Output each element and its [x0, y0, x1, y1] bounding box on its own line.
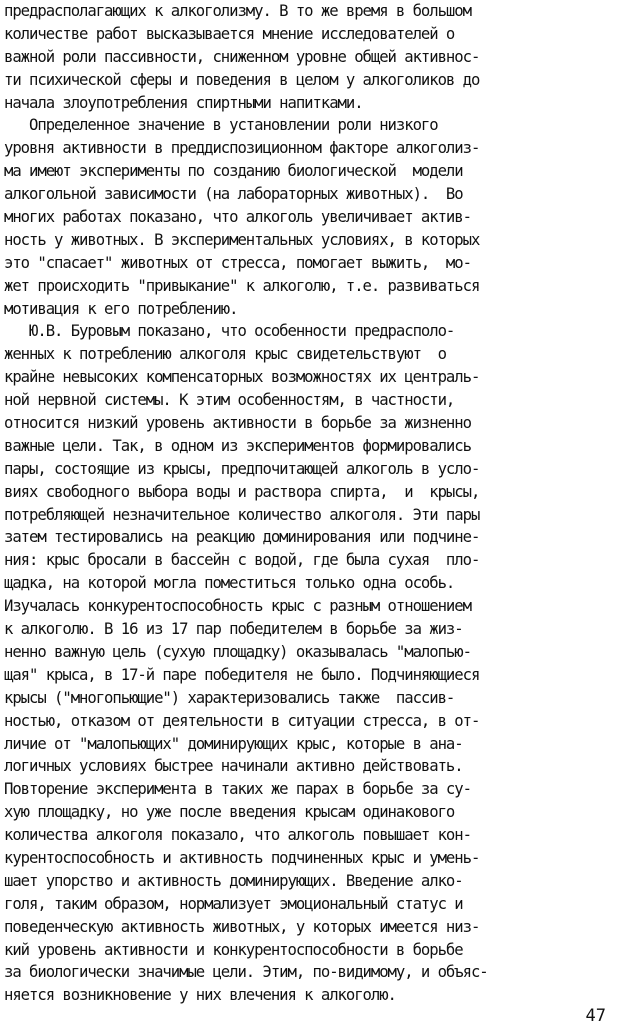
text-line: голя, таким образом, нормализует эмоциональный статус и [4, 894, 463, 913]
text-line: затем тестировались на реакцию доминирования или подчине- [4, 528, 480, 547]
text-line: ность у животных. В экспериментальных условиях, в которых [4, 230, 480, 249]
text-line: щая" крыса, в 17-й паре победителя не было. Подчиняющиеся [4, 665, 480, 684]
text-line: курентоспособность и активность подчиненных крыс и умень- [4, 848, 480, 867]
text-line: Повторение эксперимента в таких же парах в борьбе за су- [4, 780, 471, 799]
text-line: важной роли пассивности, сниженном уровне общей активнос- [4, 47, 480, 66]
text-line: относится низкий уровень активности в борьбе за жизненно [4, 414, 471, 433]
text-line: за биологически значимые цели. Этим, по-видимому, и объяс- [4, 963, 488, 982]
text-line: это "спасает" животных от стресса, помогает выжить, мо- [4, 253, 471, 272]
text-line: ненно важную цель (сухую площадку) оказывалась "малопью- [4, 642, 471, 661]
page-number: 47 [585, 1006, 606, 1026]
text-line: потребляющей незначительное количество алкоголя. Эти пары [4, 505, 480, 524]
text-line: предрасполагающих к алкоголизму. В то же время в большом [4, 2, 471, 20]
text-line: крайне невысоких компенсаторных возможностях их централь- [4, 368, 480, 387]
text-line: уровня активности в преддиспозиционном факторе алкоголиз- [4, 139, 480, 158]
text-line: виях свободного выбора воды и раствора спирта, и крысы, [4, 482, 480, 501]
text-line: поведенческую активность животных, у которых имеется низ- [4, 917, 480, 936]
text-line: ния: крыс бросали в бассейн с водой, где была сухая пло- [4, 551, 480, 570]
text-line: женных к потреблению алкоголя крыс свидетельствуют о [4, 345, 446, 364]
body-text [4, 0, 616, 1007]
text-line: ностью, отказом от деятельности в ситуации стресса, в от- [4, 711, 480, 730]
text-line: крысы ("многопьющие") характеризовались также пассив- [4, 688, 455, 707]
text-line: алкогольной зависимости (на лабораторных животных). Во [4, 185, 463, 204]
text-line: Определенное значение в установлении роли низкого [4, 116, 438, 135]
text-line: важные цели. Так, в одном из экспериментов формировались [4, 436, 471, 455]
text-line: няется возникновение у них влечения к алкоголю. [4, 986, 396, 1005]
text-line: кий уровень активности и конкурентоспособности в борьбе [4, 940, 463, 959]
text-line: многих работах показано, что алкоголь увеличивает актив- [4, 208, 471, 227]
text-line: ной нервной системы. К этим особенностям, в частности, [4, 391, 455, 410]
text-line: начала злоупотребления спиртными напитками. [4, 93, 363, 112]
text-line: количества алкоголя показало, что алкоголь повышает кон- [4, 826, 471, 845]
text-line: ма имеют эксперименты по созданию биологической модели [4, 162, 463, 181]
text-line: шает упорство и активность доминирующих. Введение алко- [4, 871, 463, 890]
text-line: щадка, на которой могла поместиться только одна особь. [4, 574, 455, 593]
text-line: количестве работ высказывается мнение исследователей о [4, 24, 455, 43]
text-line: пары, состоящие из крысы, предпочитающей алкоголь в усло- [4, 459, 480, 478]
text-line: ти психической сферы и поведения в целом у алкоголиков до [4, 70, 480, 89]
text-line: Изучалась конкурентоспособность крыс с разным отношением [4, 597, 471, 616]
text-line: хую площадку, но уже после введения крысам одинакового [4, 803, 455, 822]
text-line: логичных условиях быстрее начинали активно действовать. [4, 757, 463, 776]
text-line: мотивация к его потреблению. [4, 299, 238, 318]
text-line: к алкоголю. В 16 из 17 пар победителем в борьбе за жиз- [4, 620, 463, 639]
text-line: жет происходить "привыкание" к алкоголю, т.е. развиваться [4, 276, 480, 295]
text-line: личие от "малопьющих" доминирующих крыс, которые в ана- [4, 734, 463, 753]
text-line: Ю.В. Буровым показано, что особенности предрасполо- [4, 322, 455, 341]
